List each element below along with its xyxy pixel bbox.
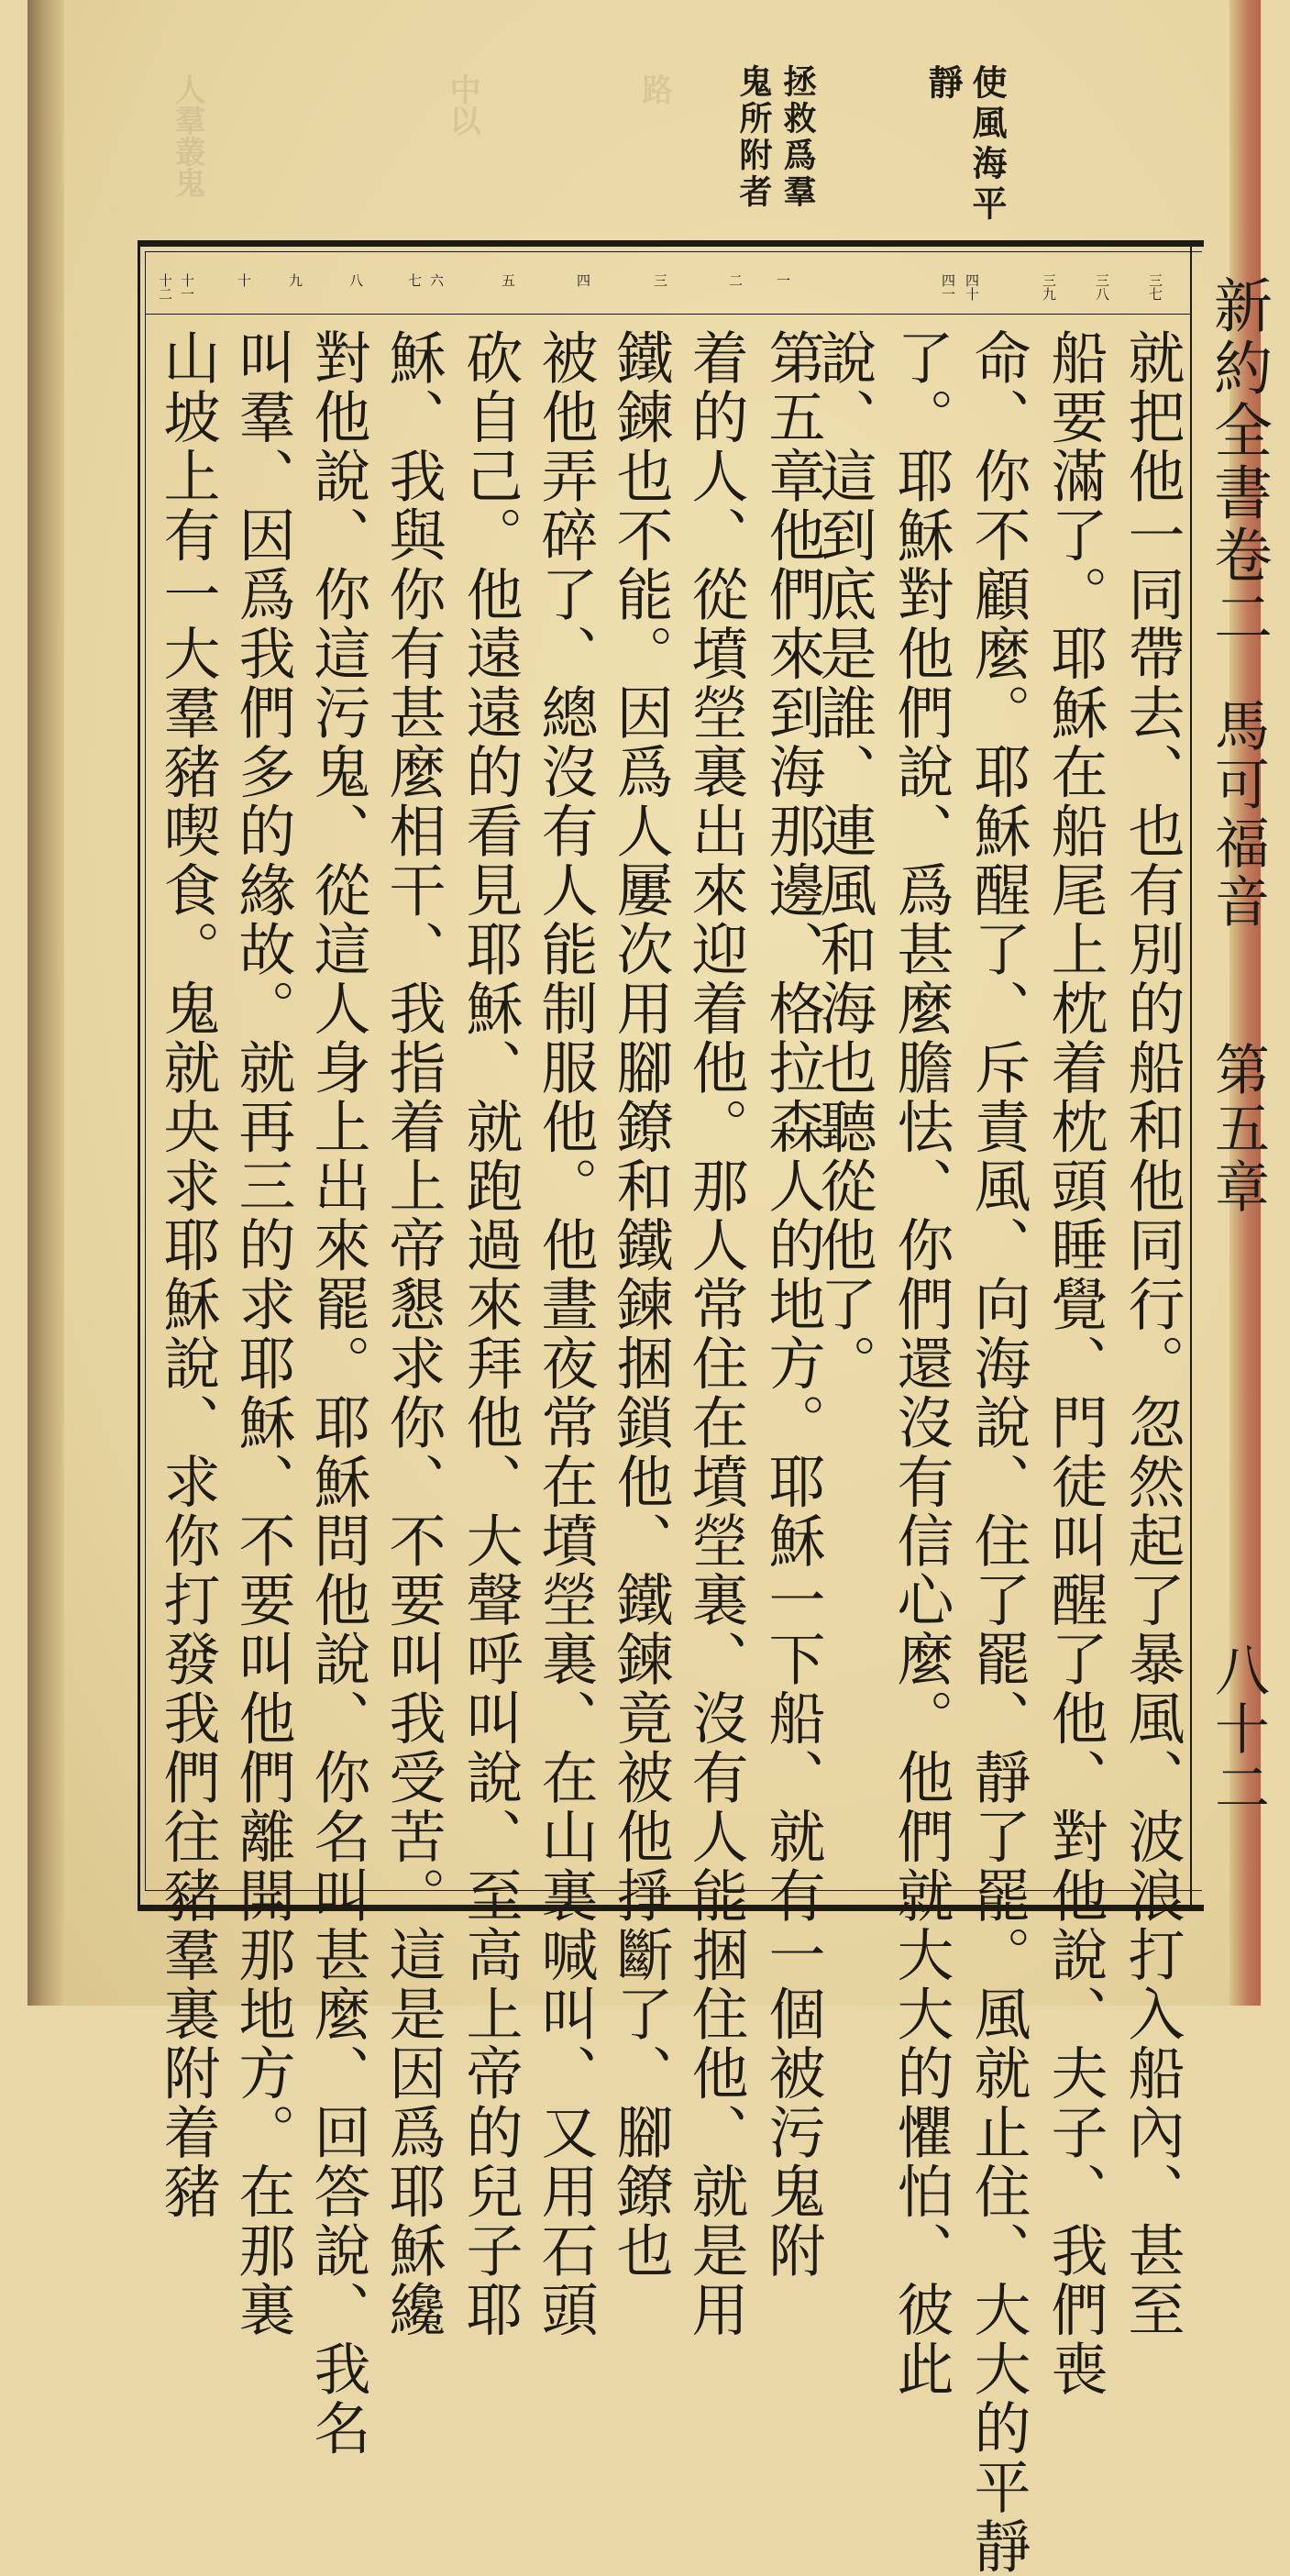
verse-number: 六 — [428, 273, 445, 287]
text-column: 砍自己。他遠遠的看見耶穌、就跑過來拜他、大聲呼叫說、至高上帝的兒子耶 — [457, 328, 524, 2339]
margin-note-legion-a — [777, 64, 818, 211]
chapter-title: 第五章 — [1206, 1041, 1270, 1217]
verse-number: 八 — [347, 273, 364, 287]
bleed-through-text: 路 — [636, 73, 673, 105]
text-column: 被他弄碎了、總沒有人能制服他。他晝夜常在墳塋裏、在山裏喊叫、又用石頭 — [532, 328, 599, 2339]
verse-number: 三七 — [1147, 273, 1163, 301]
text-column: 說、這到底是誰、連風和海也聽從他了。 — [810, 328, 877, 1393]
text-column: 命、你不顧麼。耶穌醒了、斥責風、向海說、住了罷、靜了罷。風就止住、大大的平靜 — [965, 328, 1031, 2576]
verse-number: 五 — [500, 273, 516, 287]
gospel-title: 馬可福音 — [1206, 697, 1270, 932]
text-column: 了。耶穌對他們說、爲甚麼膽怯、你們還沒有信心麼。他們就大大的懼怕、彼此 — [888, 328, 954, 2399]
bleed-through-text: 中以 — [444, 73, 480, 136]
running-head-book — [1206, 275, 1270, 649]
text-column: 鐵鍊也不能。因爲人屢次用腳鐐和鐵鍊捆鎖他、鐵鍊竟被他掙斷了、腳鐐也 — [607, 328, 674, 2281]
verse-number: 十二 — [157, 273, 173, 301]
verse-number: 三 — [652, 273, 668, 287]
verse-number: 四 — [575, 273, 591, 287]
verse-number: 二 — [727, 273, 744, 287]
page-number: 八十二 — [1206, 1642, 1270, 1818]
margin-note-legion-line-a: 拯救爲羣 — [778, 64, 817, 211]
text-column: 山坡上有一大羣豬喫食。鬼就央求耶穌說、求你打發我們往豬羣裏附着豬 — [154, 328, 221, 2221]
text-column: 船要滿了。耶穌在船尾上枕着枕頭睡覺、門徒叫醒了他、對他說、夫子、我們喪 — [1042, 328, 1108, 2399]
text-column: 穌、我與你有甚麼相干、我指着上帝懇求你、不要叫我受苦。這是因爲耶穌纔 — [380, 328, 447, 2339]
margin-note-storm-title — [966, 64, 1007, 226]
verse-number-rule — [145, 314, 1190, 315]
margin-note-heading: 使風海平 — [966, 64, 1008, 226]
text-frame-right-rule — [1190, 240, 1192, 1905]
text-column: 對他說、你這污鬼、從這人身上出來罷。耶穌問他說、你名叫甚麼、回答說、我名 — [304, 328, 371, 2458]
running-head-gospel — [1206, 697, 1270, 932]
margin-note-legion-b — [733, 64, 774, 211]
margin-note-storm-continued — [922, 64, 963, 105]
verse-number: 四十 — [964, 273, 980, 301]
verse-number: 三九 — [1041, 273, 1057, 301]
verse-number: 四一 — [940, 273, 956, 301]
verse-number: 十一 — [179, 273, 195, 301]
text-column: 叫羣、因爲我們多的緣故。就再三的求耶穌、不要叫他們離開那地方。在那裏 — [229, 328, 296, 2339]
page-binding-edge — [28, 0, 64, 2006]
text-column: 第五章他們來到海那邊、格拉森人的地方。耶穌一下船、就有一個被污鬼附 — [759, 328, 826, 2281]
text-column: 着的人、從墳塋裏出來迎着他。那人常住在墳塋裏、沒有人能捆住他、就是用 — [682, 328, 749, 2339]
verse-number: 一 — [775, 273, 791, 287]
running-head-page — [1206, 1642, 1270, 1818]
margin-note-continued: 靜 — [922, 64, 964, 105]
verse-number: 九 — [287, 273, 303, 287]
bleed-through-text: 人羣叢鬼 — [169, 73, 205, 198]
running-head-chapter — [1206, 1041, 1270, 1217]
verse-number: 三八 — [1094, 273, 1110, 301]
text-column: 就把他一同帶去、也有別的船和他同行。忽然起了暴風、波浪打入船內、甚至 — [1119, 328, 1185, 2339]
book-title: 新約全書卷二 — [1204, 275, 1272, 649]
verse-number: 十 — [236, 273, 252, 287]
verse-number: 七 — [406, 273, 423, 287]
margin-note-legion-line-b: 鬼所附者 — [734, 64, 773, 211]
